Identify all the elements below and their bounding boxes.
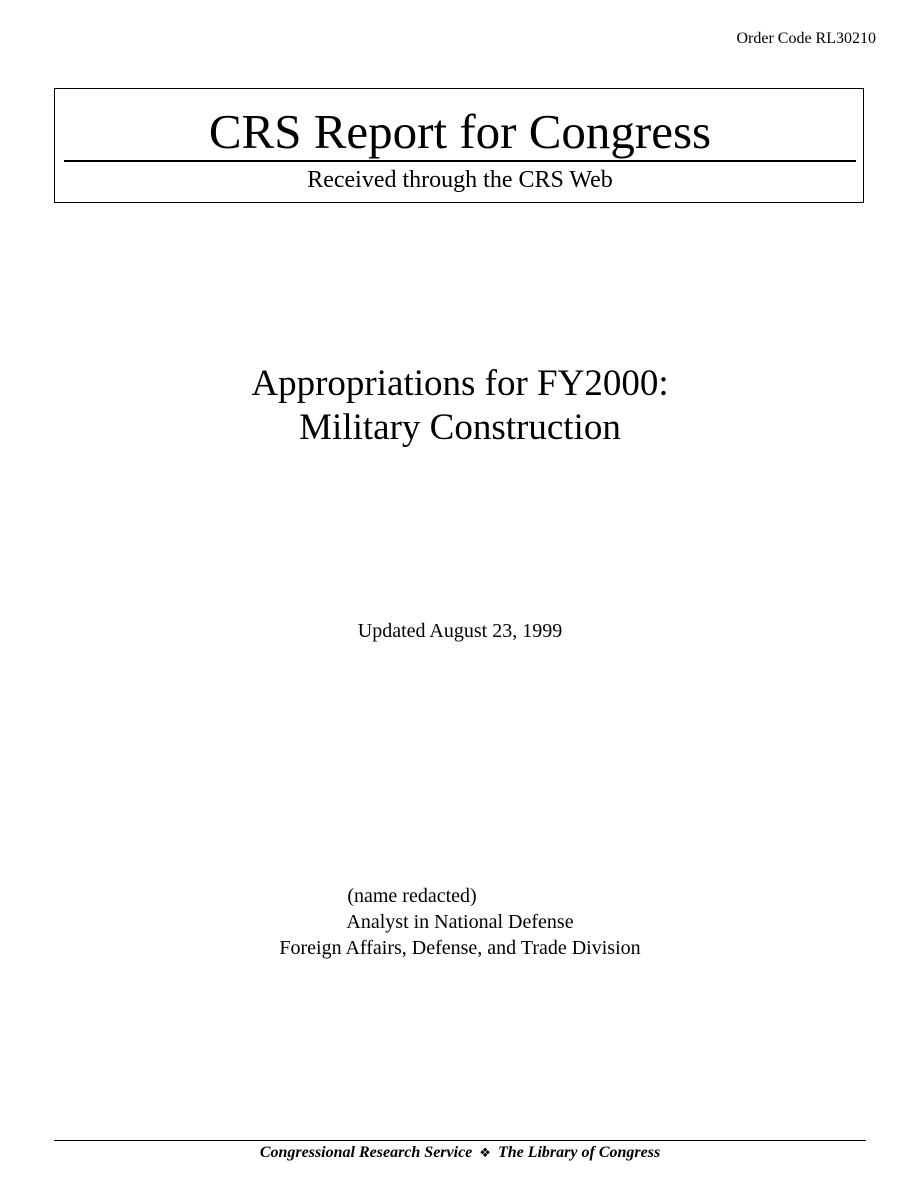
received-subtitle: Received through the CRS Web xyxy=(307,167,613,193)
order-code: Order Code RL30210 xyxy=(736,30,876,47)
document-title xyxy=(0,362,920,450)
author-title: Analyst in National Defense xyxy=(346,911,574,933)
author-block xyxy=(0,883,920,961)
updated-date: Updated August 23, 1999 xyxy=(357,620,563,642)
footer-right: The Library of Congress xyxy=(497,1144,661,1161)
diamond-icon: ❖ xyxy=(479,1146,491,1161)
footer xyxy=(0,1143,920,1164)
document-title-line-2: Military Construction xyxy=(299,407,621,448)
author-division: Foreign Affairs, Defense, and Trade Division xyxy=(279,937,641,959)
author-name: (name redacted) xyxy=(347,885,477,907)
footer-rule xyxy=(54,1140,866,1141)
report-title: CRS Report for Congress xyxy=(208,104,712,159)
footer-left: Congressional Research Service xyxy=(259,1144,473,1161)
document-title-line-1: Appropriations for FY2000: xyxy=(251,363,669,404)
header-rule xyxy=(64,160,856,162)
